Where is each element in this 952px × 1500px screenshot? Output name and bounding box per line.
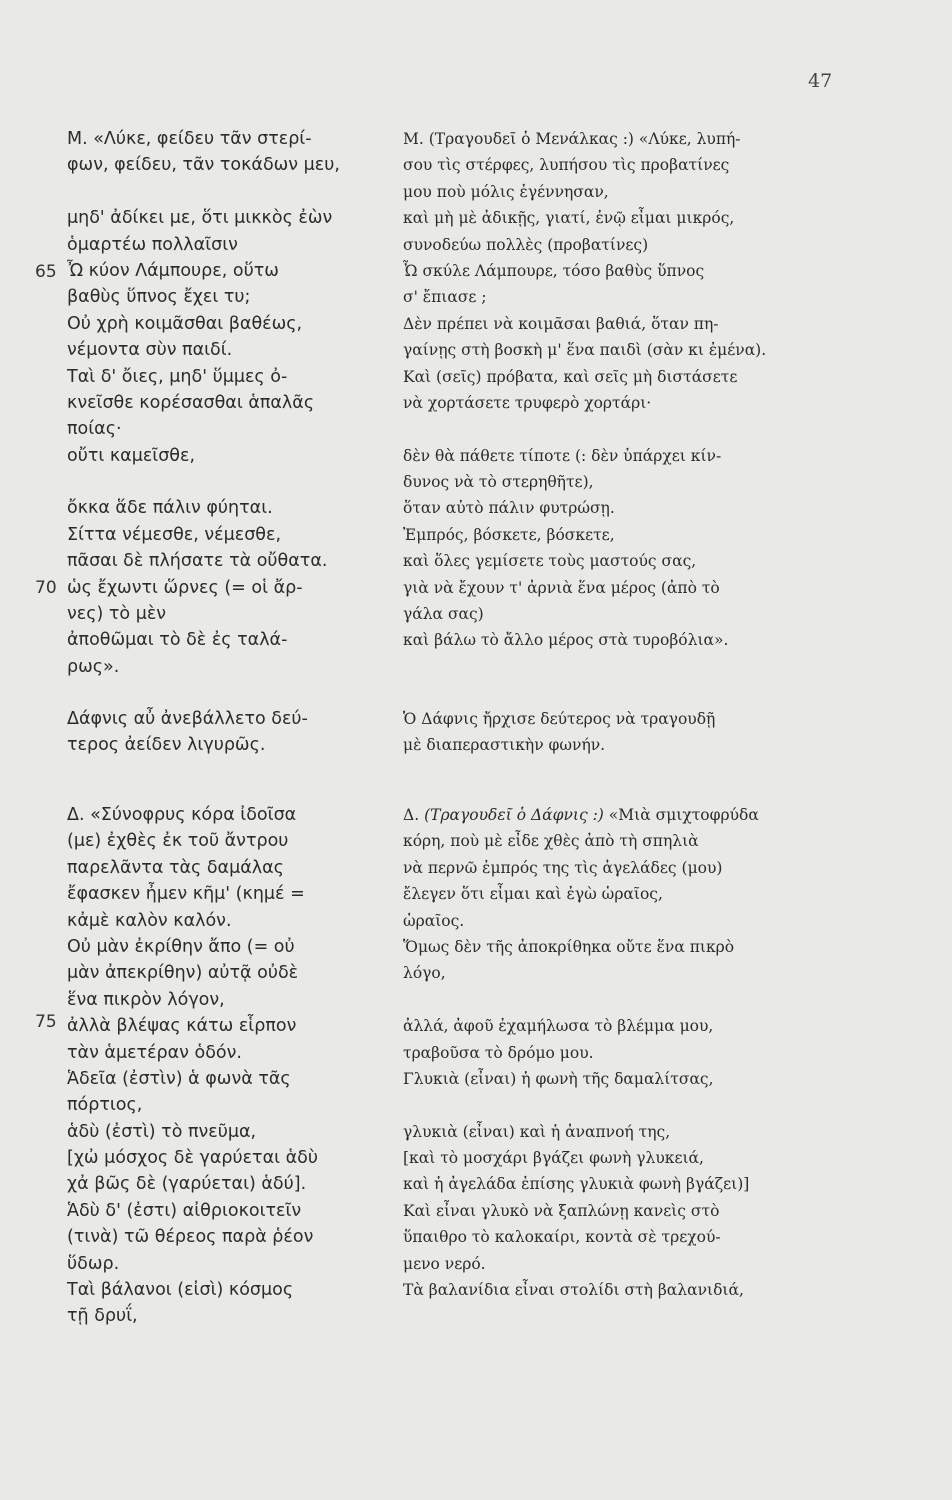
line-number-75: 75: [35, 1012, 57, 1032]
text-line: Ὦ σκύλε Λάμπουρε, τόσο βαθὺς ὕπνος: [403, 261, 705, 280]
text-line: Γλυκιὰ (εἶναι) ἡ φωνὴ τῆς δαμαλίτσας,: [403, 1069, 714, 1088]
text-line: τῇ δρυΐ,: [67, 1306, 138, 1327]
line-number-65: 65: [35, 262, 57, 282]
text-line: οὔτι καμεῖσθε,: [67, 445, 196, 466]
text-line: [χὠ μόσχος δὲ γαρύεται ἁδὺ: [67, 1148, 318, 1169]
text-line: ὄκκα ἅδε πάλιν φύηται.: [67, 498, 273, 519]
text-line: ὅταν αὐτὸ πάλιν φυτρώσῃ.: [403, 499, 615, 518]
text-line: νες) τὸ μὲν: [67, 604, 167, 625]
text-line: Σίττα νέμεσθε, νέμεσθε,: [67, 524, 282, 545]
text-line: Ὦ κύον Λάμπουρε, οὕτω: [67, 260, 279, 281]
text-line: (με) ἐχθὲς ἐκ τοῦ ἄντρου: [67, 831, 289, 852]
text-line: νὰ περνῶ ἐμπρός της τὶς ἀγελάδες (μου): [403, 858, 723, 877]
text-line: Δάφνις αὖ ἀνεβάλλετο δεύ-: [67, 709, 308, 729]
text-line: ὁμαρτέω πολλαῖσιν: [67, 234, 238, 255]
text-line: γαίνῃς στὴ βοσκὴ μ' ἕνα παιδὶ (σὰν κι ἐμένα).: [403, 341, 767, 360]
text-line: γιὰ νὰ ἔχουν τ' ἀρνιὰ ἕνα μέρος (ἀπὸ τὸ: [403, 578, 720, 597]
text-line: [67, 179, 377, 205]
text-line: καὶ ἡ ἀγελάδα ἐπίσης γλυκιὰ φωνὴ βγάζει)]: [403, 1175, 750, 1194]
text-line: ἁδὺ (ἐστὶ) τὸ πνεῦμα,: [67, 1121, 257, 1142]
text-line: τὰν ἁμετέραν ὁδόν.: [67, 1042, 242, 1063]
text-line: Ταὶ βάλανοι (εἰσὶ) κόσμος: [67, 1280, 294, 1301]
text-line: ὕπαιθρο τὸ καλοκαίρι, κοντὰ σὲ τρεχού-: [403, 1228, 721, 1247]
text-line: ὡς ἔχωντι ὥρνες (= οἱ ἄρ-: [67, 577, 303, 598]
text-line: τραβοῦσα τὸ δρόμο μου.: [403, 1043, 594, 1062]
text-line: ἕνα πικρὸν λόγον,: [67, 989, 225, 1010]
text-line: παρελᾶντα τὰς δαμάλας: [67, 857, 284, 878]
daphnis-intro-translation: [403, 706, 843, 759]
text-line: καὶ βάλω τὸ ἄλλο μέρος στὰ τυροβόλια».: [403, 631, 729, 650]
text-line: Ἐμπρός, βόσκετε, βόσκετε,: [403, 525, 615, 544]
text-line: μὲ διαπεραστικὴν φωνήν.: [403, 736, 606, 755]
text-line: μενο νερό.: [403, 1254, 486, 1273]
menalkas-song-translation: [403, 126, 843, 654]
text-line: γάλα σας): [403, 605, 484, 624]
text-line: γλυκιὰ (εἶναι) καὶ ἡ ἀναπνοή της,: [403, 1122, 671, 1141]
text-line: Δ. (Τραγουδεῖ ὁ Δάφνις :) «Μιὰ σμιχτοφρύδα: [403, 806, 759, 824]
text-line: μου ποὺ μόλις ἐγέννησαν,: [403, 182, 609, 201]
text-line: Ὅμως δὲν τῆς ἀποκρίθηκα οὔτε ἕνα πικρὸ: [403, 937, 735, 956]
menalkas-song-original: [67, 126, 377, 680]
text-line: πᾶσαι δὲ πλήσατε τὰ οὔθατα.: [67, 551, 328, 572]
text-line: ὡραῖος.: [403, 911, 465, 930]
line-number-70: 70: [35, 578, 57, 598]
text-line: Δὲν πρέπει νὰ κοιμᾶσαι βαθιά, ὅταν πη-: [403, 314, 719, 333]
text-line: ἔφασκεν ἦμεν κῆμ' (κημέ =: [67, 884, 305, 905]
page-number: 47: [808, 70, 833, 92]
text-line: ἀλλὰ βλέψας κάτω εἷρπον: [67, 1016, 297, 1037]
text-line: Δ. «Σύνοφρυς κόρα ἰδοῖσα: [67, 805, 297, 825]
text-line: Μ. «Λύκε, φείδευ τᾶν στερί-: [67, 129, 312, 149]
text-line: (τινὰ) τῶ θέρεος παρὰ ῥέον: [67, 1227, 314, 1248]
text-line: καὶ ὅλες γεμίσετε τοὺς μαστούς σας,: [403, 552, 697, 571]
text-line: ὕδωρ.: [67, 1253, 120, 1274]
daphnis-song-translation: [403, 802, 843, 1303]
text-line: νὰ χορτάσετε τρυφερὸ χορτάρι·: [403, 393, 652, 412]
text-line: Καὶ εἶναι γλυκὸ νὰ ξαπλώνῃ κανεὶς στὸ: [403, 1201, 720, 1220]
text-line: δὲν θὰ πάθετε τίποτε (: δὲν ὑπάρχει κίν-: [403, 446, 722, 465]
text-line: κἀμὲ καλὸν καλόν.: [67, 910, 232, 931]
text-line: ἀλλά, ἀφοῦ ἐχαμήλωσα τὸ βλέμμα μου,: [403, 1017, 714, 1036]
text-line: Οὐ μὰν ἐκρίθην ἄπο (= οὐ: [67, 936, 295, 957]
text-line: κνεῖσθε κορέσασθαι ἁπαλᾶς: [67, 392, 315, 413]
text-line: χἀ βῶς δὲ (γαρύεται) ἁδύ].: [67, 1174, 307, 1195]
text-line: [67, 469, 377, 495]
text-line: Ἁδεῖα (ἐστὶν) ἁ φωνὰ τᾶς: [67, 1068, 291, 1089]
text-line: Οὐ χρὴ κοιμᾶσθαι βαθέως,: [67, 313, 303, 334]
text-line: φων, φείδευ, τᾶν τοκάδων μευ,: [67, 155, 340, 176]
text-line: πόρτιος,: [67, 1095, 143, 1116]
text-line: δυνος νὰ τὸ στερηθῆτε),: [403, 473, 594, 492]
text-line: [καὶ τὸ μοσχάρι βγάζει φωνὴ γλυκειά,: [403, 1149, 704, 1168]
text-line: Ταὶ δ' ὄιες, μηδ' ὕμμες ὀ-: [67, 366, 288, 387]
text-line: [403, 987, 843, 1013]
text-line: καὶ μὴ μὲ ἀδικῇς, γιατί, ἐνῷ εἶμαι μικρός,: [403, 209, 735, 228]
text-line: μηδ' ἀδίκει με, ὅτι μικκὸς ἐὼν: [67, 208, 333, 229]
text-line: μὰν ἀπεκρίθην) αὐτᾷ οὐδὲ: [67, 963, 299, 984]
text-line: Ὁ Δάφνις ἤρχισε δεύτερος νὰ τραγουδῇ: [403, 710, 716, 728]
text-line: ἔλεγεν ὅτι εἶμαι καὶ ἐγὼ ὡραῖος,: [403, 885, 663, 904]
text-line: λόγο,: [403, 964, 446, 983]
text-line: Μ. (Τραγουδεῖ ὁ Μενάλκας :) «Λύκε, λυπή-: [403, 130, 741, 148]
text-line: σου τὶς στέρφες, λυπήσου τὶς προβατίνες: [403, 156, 730, 175]
text-line: [403, 1092, 843, 1118]
text-line: Τὰ βαλανίδια εἶναι στολίδι στὴ βαλανιδιά,: [403, 1281, 744, 1300]
text-line: ποίας·: [67, 419, 122, 440]
text-line: ρως».: [67, 656, 120, 677]
text-line: Ἁδὺ δ' (ἐστι) αἰθριοκοιτεῖν: [67, 1200, 302, 1221]
text-line: κόρη, ποὺ μὲ εἶδε χθὲς ἀπὸ τὴ σπηλιὰ: [403, 832, 699, 851]
text-line: βαθὺς ὕπνος ἔχει τυ;: [67, 287, 251, 308]
text-line: Καὶ (σεῖς) πρόβατα, καὶ σεῖς μὴ διστάσετε: [403, 367, 738, 386]
text-line: ἀποθῶμαι τὸ δὲ ἐς ταλά-: [67, 630, 288, 651]
text-line: [403, 416, 843, 442]
text-line: συνοδεύω πολλὲς (προβατίνες): [403, 235, 649, 254]
daphnis-intro-original: [67, 706, 377, 759]
text-line: σ' ἔπιασε ;: [403, 288, 487, 307]
text-line: νέμοντα σὺν παιδί.: [67, 340, 233, 361]
text-line: τερος ἀείδεν λιγυρῶς.: [67, 735, 266, 756]
daphnis-song-original: [67, 802, 377, 1330]
